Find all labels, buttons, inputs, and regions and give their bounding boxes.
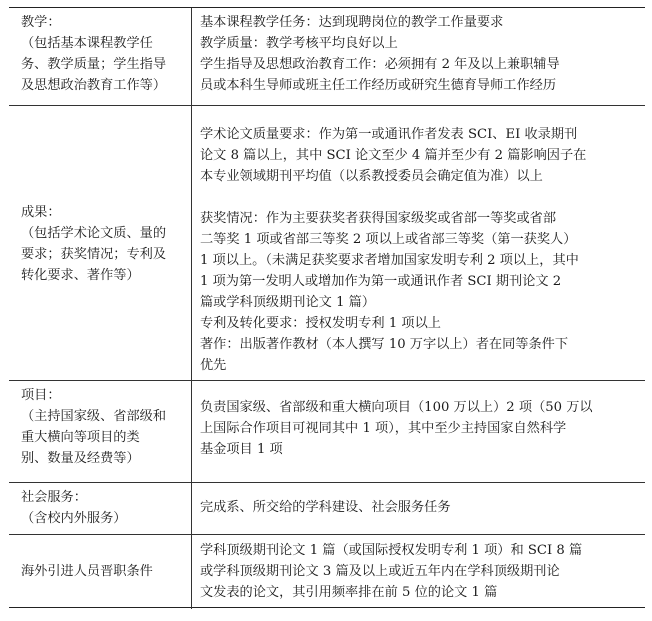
category-title: 成果： xyxy=(21,205,61,220)
category-title: 社会服务： xyxy=(21,490,87,505)
category-note-line: （主持国家级、省部级和 xyxy=(21,409,167,424)
category-note-line: 转化要求、著作等） xyxy=(21,268,140,283)
requirement-line: 篇或学科顶级期刊论文 1 篇） xyxy=(200,295,376,310)
requirement-line: 著作：出版著作教材（本人撰写 10 万字以上）者在同等条件下 xyxy=(200,337,569,352)
requirement-line: 学生指导及思想政治教育工作：必须拥有 2 年及以上兼职辅导 xyxy=(200,57,560,72)
requirement-line: 教学质量：教学考核平均良好以上 xyxy=(200,36,398,51)
requirement-line: 或学科顶级期刊论文 3 篇及以上或近五年内在学科顶级期刊论 xyxy=(200,564,560,579)
category-note-line: （含校内外服务） xyxy=(21,511,127,526)
requirement-line: 获奖情况：作为主要获奖者获得国家级奖或省部一等奖或省部 xyxy=(200,211,557,226)
requirement-line: 优先 xyxy=(200,358,227,373)
requirement-line: 负责国家级、省部级和重大横向项目（100 万以上）2 项（50 万以 xyxy=(200,400,593,415)
requirement-line: 完成系、所交给的学科建设、社会服务任务 xyxy=(200,500,451,515)
requirement-line: 论文 8 篇以上，其中 SCI 论文至少 4 篇并至少有 2 篇影响因子在 xyxy=(200,148,587,163)
paragraph-spacer xyxy=(200,187,641,208)
category-cell-teaching xyxy=(9,8,192,105)
category-note-line: 及思想政治教育工作等） xyxy=(21,78,167,93)
requirement-line: 学科顶级期刊论文 1 篇（或国际授权发明专利 1 项）和 SCI 8 篇 xyxy=(200,543,583,558)
table-row-achievements xyxy=(9,106,645,381)
requirement-cell-projects xyxy=(192,381,645,482)
requirement-line: 本专业领域期刊平均值（以系教授委员会确定值为准）以上 xyxy=(200,169,543,184)
table-row-social-service xyxy=(9,483,645,535)
requirements-table xyxy=(9,7,645,608)
requirement-line: 二等奖 1 项或省部三等奖 2 项以上或省部三等奖（第一获奖人） xyxy=(200,232,577,247)
requirement-line: 基本课程教学任务：达到现聘岗位的教学工作量要求 xyxy=(200,15,504,30)
category-title: 项目： xyxy=(21,388,61,403)
table-row-overseas xyxy=(9,535,645,609)
requirement-cell-overseas xyxy=(192,535,645,609)
category-note-line: 别、数量及经费等） xyxy=(21,451,140,466)
requirement-line: 基金项目 1 项 xyxy=(200,442,283,457)
requirement-line: 1 项以上。（未满足获奖要求者增加国家发明专利 2 项以上，其中 xyxy=(200,253,579,268)
requirement-line: 1 项为第一发明人或增加作为第一或通讯作者 SCI 期刊论文 2 xyxy=(200,274,562,289)
category-note-line: 务、教学质量；学生指导 xyxy=(21,57,167,72)
table-row-projects xyxy=(9,381,645,483)
category-note-line: （包括基本课程教学任 xyxy=(21,36,153,51)
category-title: 海外引进人员晋职条件 xyxy=(21,564,153,579)
requirement-line: 学术论文质量要求：作为第一或通讯作者发表 SCI、EI 收录期刊 xyxy=(200,127,578,142)
requirement-line: 上国际合作项目可视同其中 1 项），其中至少主持国家自然科学 xyxy=(200,421,567,436)
requirement-cell-achievements xyxy=(192,106,645,380)
category-note-line: （包括学术论文质、量的 xyxy=(21,226,167,241)
requirement-cell-teaching xyxy=(192,8,645,105)
requirement-line: 专利及转化要求：授权发明专利 1 项以上 xyxy=(200,316,441,331)
table-row-teaching xyxy=(9,8,645,106)
category-cell-projects xyxy=(9,381,192,482)
category-title: 教学： xyxy=(21,15,61,30)
requirement-line: 文发表的论文，其引用频率排在前 5 位的论文 1 篇 xyxy=(200,585,498,600)
category-cell-overseas xyxy=(9,535,192,609)
requirement-cell-social-service xyxy=(192,483,645,534)
category-cell-social-service xyxy=(9,483,192,534)
category-note-line: 要求；获奖情况；专利及 xyxy=(21,247,167,262)
requirement-line: 员或本科生导师或班主任工作经历或研究生德育导师工作经历 xyxy=(200,78,557,93)
category-note-line: 重大横向等项目的类 xyxy=(21,430,140,445)
category-cell-achievements xyxy=(9,106,192,380)
